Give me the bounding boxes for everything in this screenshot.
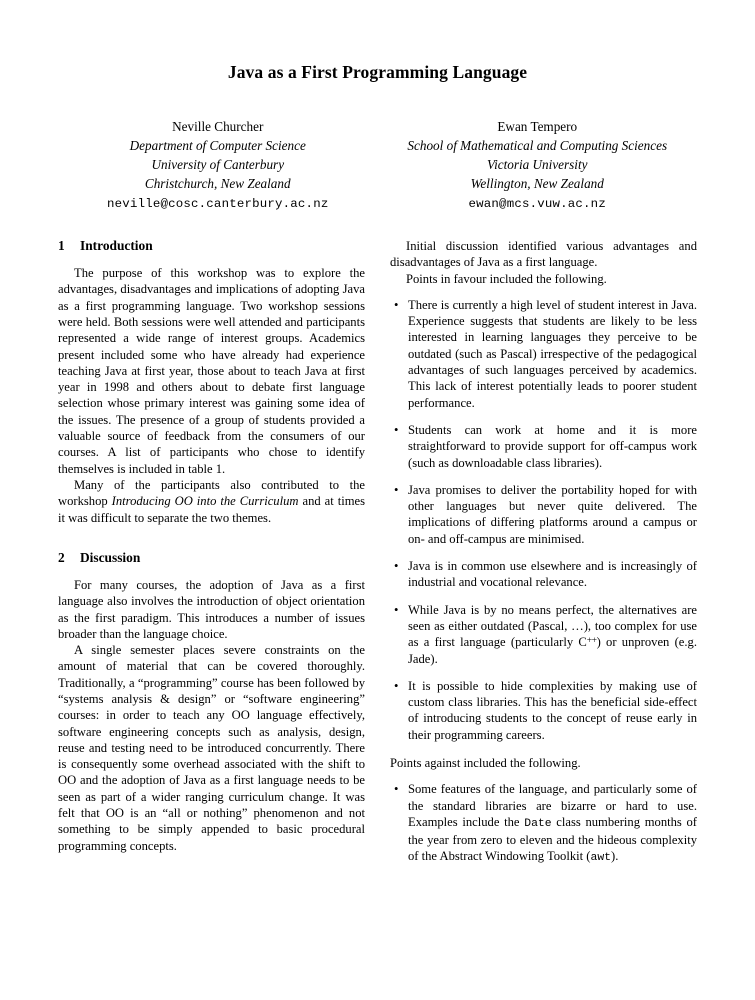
list-item-text: Java is in common use elsewhere and is increasingly of industrial and vocational relevance. [408, 559, 697, 590]
paragraph: For many courses, the adoption of Java as a first language also involves the introduction of object orientation as the first paradigm. This introduces a number of issues broader than the language choice. [58, 577, 365, 641]
paragraph: Initial discussion identified various advantages and disadvantages of Java as a first language. [390, 239, 697, 270]
text-fragment: and at times it was difficult to separate the two themes. [58, 494, 365, 525]
favour-intro: Points in favour included the following. [406, 271, 607, 286]
bullet-icon: • [394, 559, 399, 574]
list-spacer [390, 771, 697, 781]
column-right [390, 238, 697, 866]
section-title: Discussion [80, 549, 141, 565]
bullet-icon: • [394, 602, 399, 617]
text-fragment: ) or unproven (e.g. Jade). [408, 635, 697, 666]
section-heading-introduction [58, 238, 365, 254]
author-department: School of Mathematical and Computing Sciences [407, 137, 668, 153]
section-title: Introduction [80, 238, 153, 253]
page-title: Java as a First Programming Language [227, 62, 528, 82]
list-item [390, 422, 697, 471]
author-name: Ewan Tempero [497, 119, 578, 134]
code-awt: awt [590, 851, 612, 864]
list-item [390, 482, 697, 547]
text-fragment: ). [611, 848, 619, 863]
list-spacer [390, 743, 697, 755]
list-item-text: It is possible to hide complexities by making use of custom class libraries. This has the beneficial side-effect of introducing students to the concept of reuse early in their programming careers. [408, 678, 697, 742]
list-item [390, 678, 697, 743]
list-item-text [408, 603, 697, 666]
author-institution: Victoria University [487, 156, 588, 172]
title-block [58, 62, 697, 84]
section-spacer [58, 526, 365, 550]
text-fragment: Some features of the language, and particularly some of the standard libraries are bizarre or hard to use. Examples include the [408, 782, 697, 829]
text-fragment: class numbering months of the year from zero to eleven and the hideous complexity of the Abstract Windowing Toolkit ( [408, 814, 698, 863]
list-spacer [390, 287, 697, 297]
text-fragment: While Java is by no means perfect, the alternatives are seen as either outdated (Pascal, …), too complex for use as a first language (particularly C [408, 602, 697, 650]
list-item [390, 558, 697, 591]
text-fragment: Many of the participants also contributed to the workshop [58, 477, 365, 509]
list-item-text: There is currently a high level of student interest in Java. Experience suggests that students are likely to be less interested in learning languages they perceive to be outdated (such as Pascal) irrespective of the pedagogical advantages of such languages perceived by academics. This lack of interest potentially leads to poorer student performance. [408, 297, 697, 410]
paragraph: A single semester places severe constraints on the amount of material that can be covered thoroughly. Traditionally, a “programming” course has been followed by “systems analysis & design” or “software engineering” courses: in order to teach any OO language effectively, software engineering concepts such as analysis, design, reuse and testing need to be introduced concurrently. There is consequently some overhead associated with the shift to OO and the adoption of Java as a first language needs to be seen as part of a wider ranging curriculum change. It was felt that OO is an “all or nothing” phenomenon and not something to be simply appended to basic procedural programming concepts. [58, 643, 365, 853]
author-left [58, 118, 378, 213]
section-number: 2 [58, 549, 65, 565]
author-block [58, 118, 697, 213]
cpp-superscript: ++ [586, 635, 597, 647]
bullet-icon: • [394, 482, 399, 497]
author-location: Christchurch, New Zealand [144, 175, 291, 191]
list-item [390, 781, 697, 865]
bullet-icon: • [394, 678, 399, 693]
against-intro: Points against included the following. [390, 756, 581, 771]
author-name: Neville Churcher [172, 119, 264, 134]
workshop-name: Introducing OO into the Curriculum [111, 494, 299, 509]
author-email[interactable]: ewan@mcs.vuw.ac.nz [468, 196, 606, 211]
paragraph: The purpose of this workshop was to explore the advantages, disadvantages and implications of adopting Java as a first programming language. Two workshop sessions were held. Both sessions were well attended and participants represented a wide range of interest groups. Academics present included some who have already had experience teaching Java at first year, those about to teach Java at first year in 1998 and others about to debate first language selection whose primary interest was gaining some idea of the issues. The presence of a group of students provided a valuable source of feedback from the consumers of our courses. A list of participants who chose to identify themselves is included in table 1. [58, 266, 365, 476]
section-heading-discussion [58, 550, 365, 566]
author-email[interactable]: neville@cosc.canterbury.ac.nz [107, 196, 329, 211]
section-number: 1 [58, 238, 65, 253]
favour-points-list [390, 297, 697, 743]
bullet-icon: • [394, 782, 399, 797]
bullet-icon: • [394, 297, 399, 312]
paragraph-workshop [58, 477, 365, 526]
list-item [390, 297, 697, 411]
body-columns [58, 238, 697, 866]
author-location: Wellington, New Zealand [470, 175, 604, 191]
bullet-icon: • [394, 422, 399, 437]
list-item [390, 602, 697, 667]
column-left [58, 238, 365, 866]
against-points-list [390, 781, 697, 865]
author-right [378, 118, 698, 213]
author-department: Department of Computer Science [129, 137, 306, 153]
list-item-text: Students can work at home and it is more straightforward to provide support for off-campus work (such as downloadable class libraries). [408, 422, 697, 470]
author-institution: University of Canterbury [151, 156, 285, 172]
list-item-text: Java promises to deliver the portability hoped for with other languages but never quite delivered. The implications of differing platforms around a campus or on- and off-campus are minimised. [408, 482, 697, 546]
list-item-text [408, 782, 697, 863]
code-date: Date [524, 817, 552, 830]
